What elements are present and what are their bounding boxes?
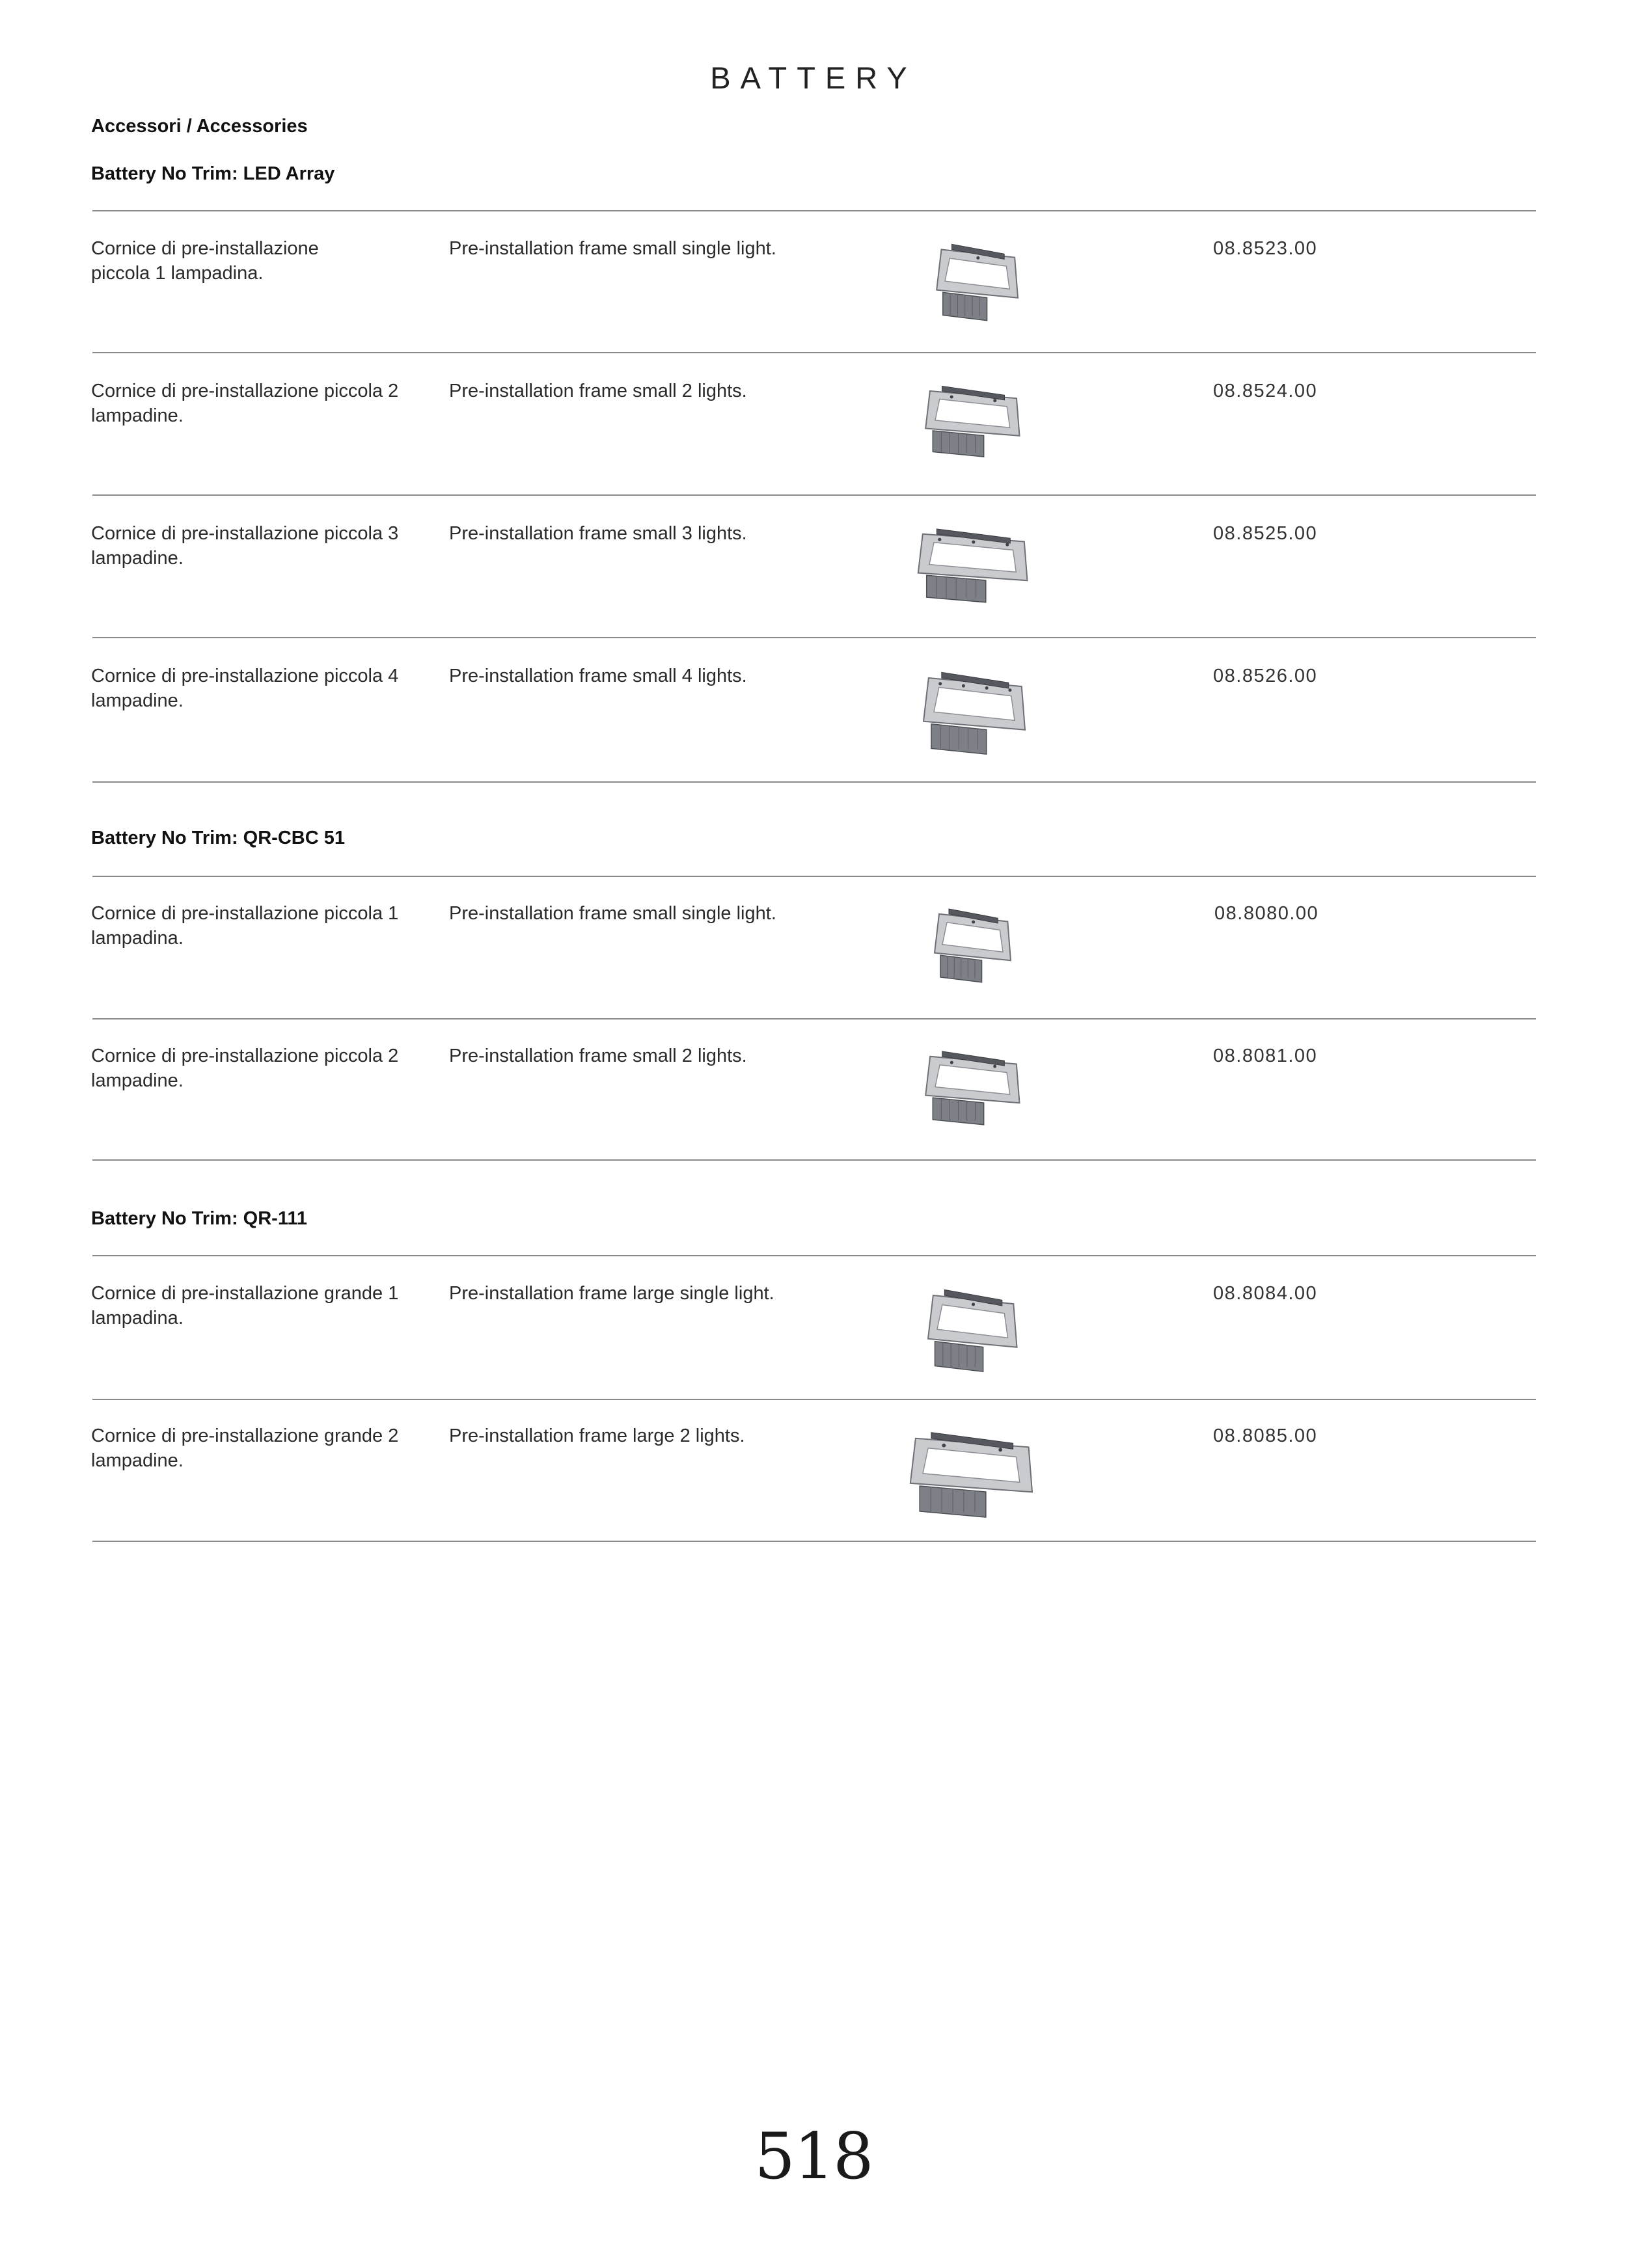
description-italian: Cornice di pre-installazione piccola 2 lampadine.	[91, 381, 399, 426]
page-number: 518	[754, 2120, 873, 2194]
product-row	[0, 1424, 1627, 1554]
description-italian: Cornice di pre-installazione piccola 4 lampadine.	[91, 666, 399, 711]
product-code: 08.8523.00	[1213, 238, 1318, 259]
product-image	[911, 1044, 1032, 1128]
frame-illustration	[914, 1281, 1028, 1375]
catalog-subtitle: Accessori / Accessories	[91, 116, 308, 137]
product-image	[892, 1424, 1048, 1521]
description-italian: Cornice di pre-installazione piccola 2 lampadine.	[91, 1046, 399, 1091]
frame-illustration	[892, 1424, 1048, 1521]
product-row	[0, 236, 1627, 366]
description-italian: Cornice di pre-installazione piccola 1 lampadina.	[91, 238, 319, 284]
description-italian: Cornice di pre-installazione grande 2 lampadine.	[91, 1425, 399, 1471]
product-image	[924, 236, 1028, 324]
description-english: Pre-installation frame small single light.	[449, 903, 776, 924]
product-row	[0, 521, 1627, 651]
product-row	[0, 664, 1627, 794]
divider	[92, 494, 1536, 496]
description-italian: Cornice di pre-installazione piccola 3 lampadine.	[91, 523, 399, 569]
divider	[92, 1399, 1536, 1400]
product-code: 08.8080.00	[1214, 903, 1319, 924]
frame-illustration	[923, 901, 1020, 986]
divider	[92, 352, 1536, 353]
product-code: 08.8524.00	[1213, 381, 1318, 401]
divider	[92, 637, 1536, 638]
product-image	[914, 1281, 1028, 1375]
section-heading-qr-111: Battery No Trim: QR-111	[91, 1208, 307, 1229]
description-italian: Cornice di pre-installazione grande 1 lampadina.	[91, 1283, 399, 1329]
description-english: Pre-installation frame small single light.	[449, 238, 776, 259]
description-english: Pre-installation frame small 2 lights.	[449, 381, 747, 401]
divider	[92, 1541, 1536, 1542]
product-code: 08.8525.00	[1213, 523, 1318, 544]
description-english: Pre-installation frame small 2 lights.	[449, 1046, 747, 1066]
product-row	[0, 1281, 1627, 1411]
description-english: Pre-installation frame large single light.	[449, 1283, 774, 1304]
frame-illustration	[911, 1044, 1032, 1128]
divider	[92, 1159, 1536, 1161]
frame-illustration	[901, 521, 1041, 606]
description-italian: Cornice di pre-installazione piccola 1 lampadina.	[91, 903, 399, 949]
product-row	[0, 901, 1627, 1031]
section-heading-led-array: Battery No Trim: LED Array	[91, 163, 335, 184]
product-image	[908, 664, 1038, 758]
product-image	[911, 379, 1032, 460]
section-heading-qr-cbc-51: Battery No Trim: QR-CBC 51	[91, 828, 345, 848]
page-title: BATTERY	[710, 61, 917, 95]
product-code: 08.8081.00	[1213, 1046, 1318, 1066]
description-english: Pre-installation frame small 3 lights.	[449, 523, 747, 544]
divider	[92, 210, 1536, 211]
product-code: 08.8084.00	[1213, 1283, 1318, 1304]
divider	[92, 1018, 1536, 1019]
divider	[92, 1255, 1536, 1256]
divider	[92, 781, 1536, 783]
product-code: 08.8085.00	[1213, 1425, 1318, 1446]
product-code: 08.8526.00	[1213, 666, 1318, 686]
frame-illustration	[924, 236, 1028, 324]
frame-illustration	[911, 379, 1032, 460]
product-image	[901, 521, 1041, 606]
divider	[92, 876, 1536, 877]
frame-illustration	[908, 664, 1038, 758]
product-row	[0, 1044, 1627, 1174]
description-english: Pre-installation frame large 2 lights.	[449, 1425, 745, 1446]
product-row	[0, 379, 1627, 509]
product-image	[923, 901, 1020, 986]
description-english: Pre-installation frame small 4 lights.	[449, 666, 747, 686]
